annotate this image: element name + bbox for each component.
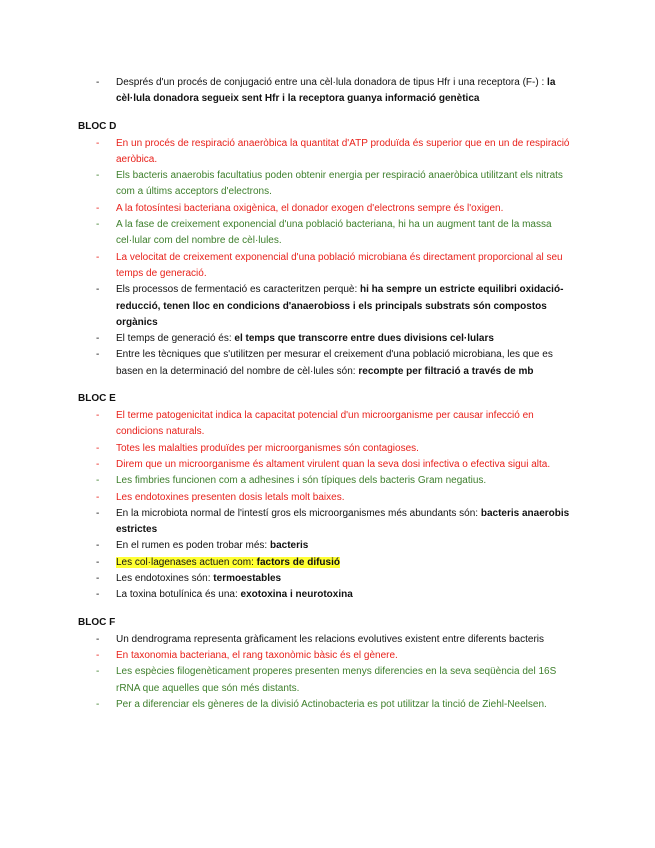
bullet-dash: - xyxy=(96,137,100,149)
section-heading: BLOC F xyxy=(78,616,116,628)
item-list xyxy=(0,632,655,713)
list-item xyxy=(96,490,576,506)
list-item xyxy=(96,648,576,664)
list-item xyxy=(96,441,576,457)
item-text-wrap xyxy=(116,508,569,535)
item-list xyxy=(0,136,655,380)
item-text: Les fimbries funcionen com a adhesines i són típiques dels bacteris Gram negatius. xyxy=(116,475,487,487)
bullet-dash: - xyxy=(96,202,100,214)
list-item xyxy=(96,201,576,217)
item-text: Entre les tècniques que s'utilitzen per mesurar el creixement d'una població microbiana, les que es basen en la determinació del nombre de cèl·lules són: xyxy=(116,349,553,377)
item-text: Les col·lagenases actuen com: xyxy=(116,556,257,568)
bullet-dash: - xyxy=(96,573,100,585)
item-text-wrap xyxy=(116,77,555,104)
bullet-dash: - xyxy=(96,442,100,454)
list-item xyxy=(96,457,576,473)
item-text-wrap xyxy=(116,170,563,197)
item-answer: termoestables xyxy=(213,573,282,585)
item-text: En el rumen es poden trobar més: xyxy=(116,540,270,552)
item-answer: exotoxina i neurotoxina xyxy=(240,589,353,601)
item-text: Després d'un procés de conjugació entre una cèl·lula donadora de tipus Hfr i una receptora (F-) : xyxy=(116,77,548,88)
item-text: A la fase de creixement exponencial d'una població bacteriana, hi ha un augment tant de la massa cel·lular com del nombre de cèl·lules. xyxy=(116,219,552,247)
list-item xyxy=(96,506,576,539)
item-text-wrap xyxy=(116,349,553,376)
bullet-dash: - xyxy=(96,633,100,645)
item-text-wrap xyxy=(116,634,544,645)
item-text-wrap xyxy=(116,650,398,661)
item-answer: recompte per filtració a través de mb xyxy=(358,365,534,377)
bullet-dash: - xyxy=(96,475,100,487)
list-item xyxy=(96,217,576,250)
item-text-wrap xyxy=(116,138,570,165)
item-text: El terme patogenicitat indica la capacitat potencial d'un microorganisme per causar infecció en condicions naturals. xyxy=(116,410,534,438)
bullet-dash: - xyxy=(96,251,100,263)
item-text-wrap xyxy=(116,589,353,600)
list-item xyxy=(96,555,576,571)
bullet-dash: - xyxy=(96,507,100,519)
item-text-wrap xyxy=(116,540,308,551)
list-item xyxy=(96,571,576,587)
item-text: A la fotosíntesi bacteriana oxigènica, el donador exogen d'electrons sempre és l'oxigen. xyxy=(116,202,504,214)
highlighted-text xyxy=(116,557,340,568)
item-text: Direm que un microorganisme és altament virulent quan la seva dosi infectiva o efectiva sigui alta. xyxy=(116,458,551,470)
list-item xyxy=(96,250,576,283)
list-item xyxy=(96,664,576,697)
bullet-dash: - xyxy=(96,491,100,503)
item-text-wrap xyxy=(116,573,281,584)
item-text-wrap xyxy=(116,284,563,328)
item-answer: la cèl·lula donadora segueix sent Hfr i la receptora guanya informació genètica xyxy=(116,77,556,105)
item-text-wrap xyxy=(116,666,556,693)
item-text: La velocitat de creixement exponencial d'una població microbiana és directament proporcional al seu temps de generació. xyxy=(116,251,563,279)
list-item xyxy=(96,587,576,603)
bullet-dash: - xyxy=(96,556,100,568)
list-item xyxy=(96,473,576,489)
item-list xyxy=(0,408,655,604)
bullet-dash: - xyxy=(96,219,100,231)
list-item xyxy=(96,697,576,713)
bullet-dash: - xyxy=(96,649,100,661)
item-text: En la microbiota normal de l'intestí gros els microorganismes més abundants són: xyxy=(116,507,481,519)
list-item xyxy=(96,408,576,441)
item-text-wrap xyxy=(116,475,486,486)
item-text: La toxina botulínica és una: xyxy=(116,589,241,601)
item-text-wrap xyxy=(116,699,547,710)
item-text: El temps de generació és: xyxy=(116,333,235,345)
item-text: Els bacteris anaerobis facultatius poden obtenir energia per respiració anaeròbica utilitzant els nitrats com a últims acceptors d'electrons. xyxy=(116,170,563,198)
section-heading: BLOC E xyxy=(78,393,116,405)
bullet-dash: - xyxy=(96,540,100,552)
list-item xyxy=(96,282,576,331)
item-text: Els processos de fermentació es caracteritzen perquè: xyxy=(116,284,361,296)
item-text-wrap xyxy=(116,459,550,470)
bullet-dash: - xyxy=(96,77,100,88)
list-item xyxy=(96,331,576,347)
item-text: Les endotoxines presenten dosis letals molt baixes. xyxy=(116,491,345,503)
item-text-wrap xyxy=(116,492,344,503)
item-answer: bacteris anaerobis estrictes xyxy=(116,507,570,536)
list-item xyxy=(96,168,576,201)
item-text: Les espècies filogenèticament properes presenten menys diferencies en la seva seqüència del 16S rRNA que aquelles que són més distants. xyxy=(116,666,557,694)
item-text-wrap xyxy=(116,443,419,454)
item-text: Un dendrograma representa gràficament les relacions evolutives existent entre diferents bacteris xyxy=(116,633,544,645)
bullet-dash: - xyxy=(96,410,100,422)
item-answer: hi ha sempre un estricte equilibri oxidació-reducció, tenen lloc en condicions d'anaerobioss i els principals substrats són compostos orgànics xyxy=(116,284,564,328)
bullet-dash: - xyxy=(96,333,100,345)
list-item xyxy=(96,538,576,554)
item-text-wrap xyxy=(116,333,494,344)
list-item xyxy=(96,136,576,169)
item-list xyxy=(0,75,655,108)
bullet-dash: - xyxy=(96,349,100,361)
item-text: Totes les malalties produïdes per microorganismes són contagioses. xyxy=(116,442,419,454)
section-heading: BLOC D xyxy=(78,120,117,132)
item-answer: el temps que transcorre entre dues divisions cel·lulars xyxy=(234,333,494,345)
bullet-dash: - xyxy=(96,284,100,296)
bullet-dash: - xyxy=(96,170,100,182)
list-item xyxy=(96,75,576,108)
item-text-wrap xyxy=(116,410,534,437)
document-content xyxy=(0,75,655,713)
bullet-dash: - xyxy=(96,458,100,470)
item-answer: factors de difusió xyxy=(256,556,340,568)
list-item xyxy=(96,347,576,380)
item-answer: bacteris xyxy=(269,540,309,552)
bullet-dash: - xyxy=(96,698,100,710)
item-text-wrap xyxy=(116,203,503,214)
bullet-dash: - xyxy=(96,589,100,601)
item-text: En un procés de respiració anaeròbica la quantitat d'ATP produïda és superior que en un de respiració aeròbica. xyxy=(116,137,570,165)
item-text: Per a diferenciar els gèneres de la divisió Actinobacteria es pot utilitzar la tinció de Ziehl-Neelsen. xyxy=(116,698,547,710)
item-text: Les endotoxines són: xyxy=(116,573,214,585)
item-text: En taxonomia bacteriana, el rang taxonòmic bàsic és el gènere. xyxy=(116,649,398,661)
item-text-wrap xyxy=(116,219,552,246)
bullet-dash: - xyxy=(96,666,100,678)
list-item xyxy=(96,632,576,648)
item-text-wrap xyxy=(116,252,563,279)
